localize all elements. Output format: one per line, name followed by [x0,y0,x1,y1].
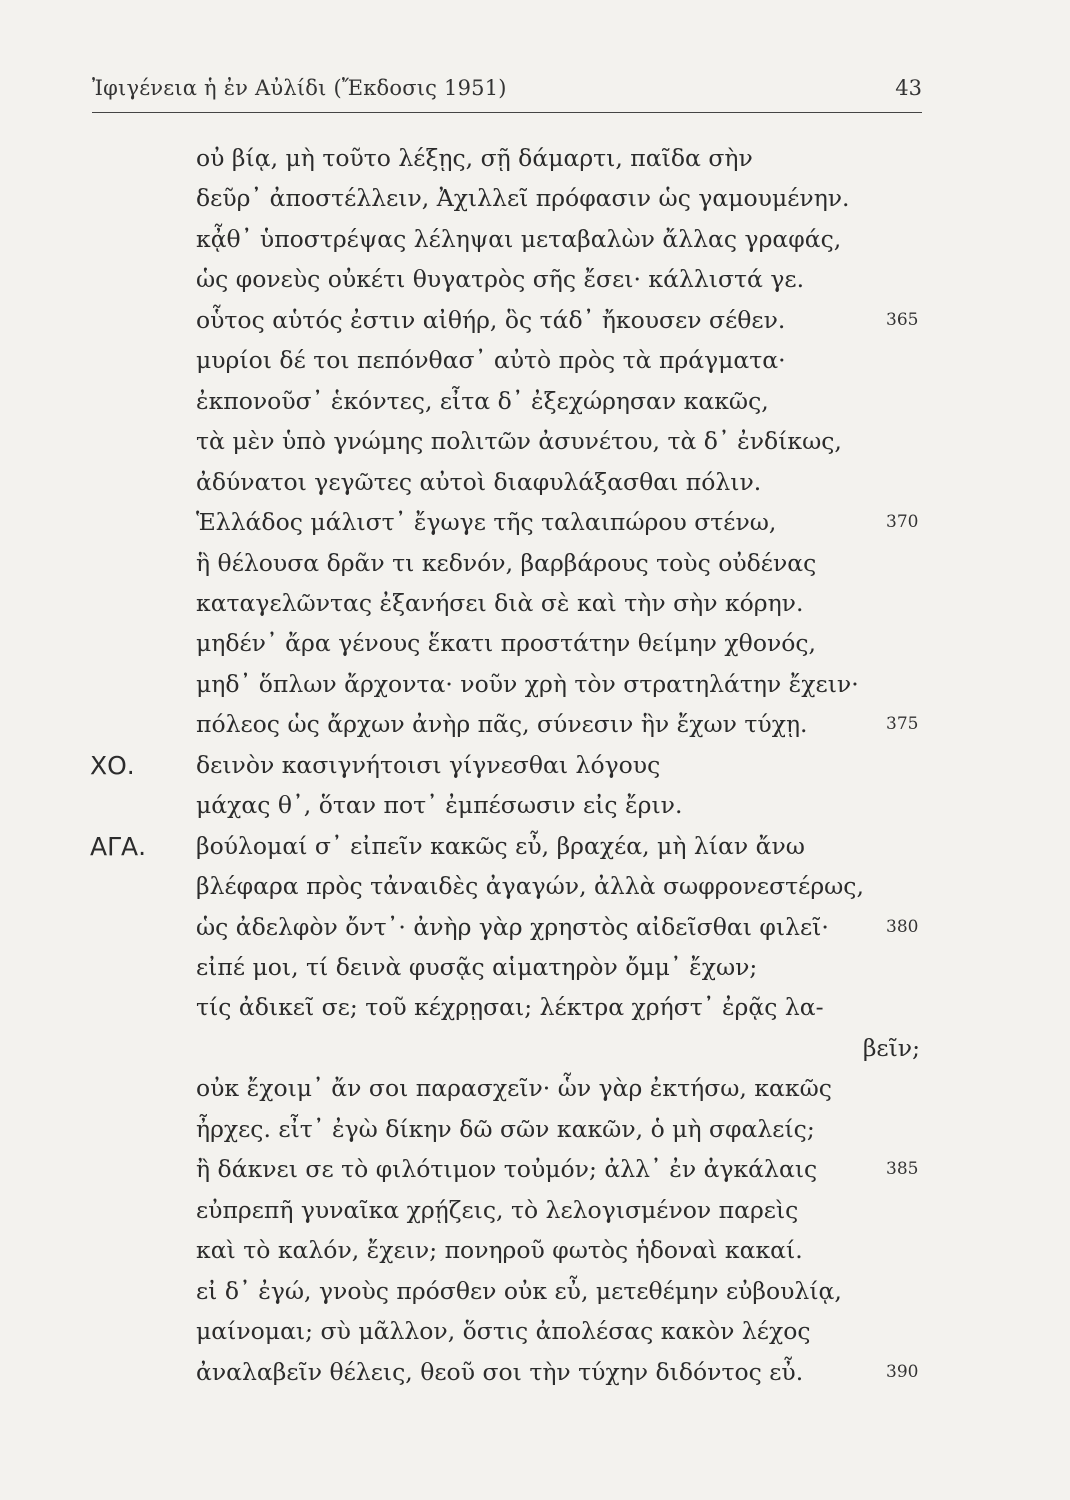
verse-text-line: ἀδύνατοι γεγῶτες αὐτοὶ διαφυλάξασθαι πόλιν. [196,467,762,496]
verse-line [0,791,1070,831]
verse-text-line: ὡς ἀδελφὸν ὄντ᾽· ἀνὴρ γὰρ χρηστὸς αἰδεῖσθαι φιλεῖ· [196,912,829,941]
verse-text-line: εἰπέ μοι, τί δεινὰ φυσᾷς αἱματηρὸν ὄμμ᾽ ἔχων; [196,953,758,981]
verse-line [0,1277,1070,1317]
verse-text-line: μαίνομαι; σὺ μᾶλλον, ὅστις ἀπολέσας κακὸν λέχος [196,1317,811,1346]
verse-text-line: εἰ δ᾽ ἐγώ, γνοὺς πρόσθεν οὐκ εὖ, μετεθέμην εὐβουλίᾳ, [196,1276,842,1305]
verse-line [0,913,1070,953]
verse-text-line: ὡς φονεὺς οὐκέτι θυγατρὸς σῆς ἔσει· κάλλιστά γε. [196,265,805,294]
verse-line [0,1358,1070,1398]
verse-line [0,751,1070,791]
verse-line [0,832,1070,872]
line-number: 390 [886,1361,919,1382]
line-number: 380 [886,916,919,937]
verse-line [0,1074,1070,1114]
verse-line [0,872,1070,912]
speaker-label: ΑΓΑ. [90,831,147,861]
running-header [92,76,922,113]
verse-line [0,387,1070,427]
line-number: 365 [886,309,919,330]
verse-text-line: βεῖν; [862,1033,920,1062]
verse-text-line: βούλομαί σ᾽ εἰπεῖν κακῶς εὖ, βραχέα, μὴ λίαν ἄνω [196,831,805,860]
verse-text-line: ἐκπονοῦσ᾽ ἑκόντες, εἶτα δ᾽ ἐξεχώρησαν κακῶς, [196,386,769,415]
verse-line [0,225,1070,265]
verse-line [0,549,1070,589]
line-number: 370 [886,512,919,533]
verse-text-line: τίς ἀδικεῖ σε; τοῦ κέχρῃσαι; λέκτρα χρήστ᾽ ἐρᾷς λα- [196,993,824,1022]
verse-text-line: ἢ δάκνει σε τὸ φιλότιμον τοὐμόν; ἀλλ᾽ ἐν ἀγκάλαις [196,1155,818,1184]
verse-text-line: καταγελῶντας ἐξανήσει διὰ σὲ καὶ τὴν σὴν κόρην. [196,588,804,617]
verse-text-line: ἦρχες. εἶτ᾽ ἐγὼ δίκην δῶ σῶν κακῶν, ὁ μὴ σφαλείς; [196,1114,815,1143]
verse-line [0,346,1070,386]
verse-line [0,1236,1070,1276]
verse-line [0,508,1070,548]
verse-text-line: καὶ τὸ καλόν, ἔχειν; πονηροῦ φωτὸς ἡδοναὶ κακαί. [196,1236,803,1265]
verse-line [0,144,1070,184]
verse-text-line: τὰ μὲν ὑπὸ γνώμης πολιτῶν ἀσυνέτου, τὰ δ᾽ ἐνδίκως, [196,427,842,456]
verse-text-line: οὐκ ἔχοιμ᾽ ἄν σοι παρασχεῖν· ὧν γὰρ ἐκτήσω, κακῶς [196,1074,832,1103]
line-number: 375 [886,714,919,735]
verse-line [0,589,1070,629]
verse-text-line: βλέφαρα πρὸς τἀναιδὲς ἀγαγών, ἀλλὰ σωφρονεστέρως, [196,872,864,901]
verse-text-line: δεῦρ᾽ ἀποστέλλειν, Ἀχιλλεῖ πρόφασιν ὡς γαμουμένην. [196,184,850,213]
speaker-label: ΧΟ. [90,750,135,780]
verse-line [0,1115,1070,1155]
verse-line [0,468,1070,508]
verse-line [0,629,1070,669]
verse-line [0,1196,1070,1236]
verse-line [0,184,1070,224]
verse-line [0,427,1070,467]
line-number: 385 [886,1159,919,1180]
verse-text-line: ἀναλαβεῖν θέλεις, θεοῦ σοι τὴν τύχην διδόντος εὖ. [196,1357,804,1386]
verse-text-line: ἣ θέλουσα δρᾶν τι κεδνόν, βαρβάρους τοὺς οὐδένας [196,548,817,577]
verse-text-line: μηδ᾽ ὅπλων ἄρχοντα· νοῦν χρὴ τὸν στρατηλάτην ἔχειν· [196,669,859,698]
page-number: 43 [895,76,922,100]
verse-text-line: πόλεος ὡς ἄρχων ἀνὴρ πᾶς, σύνεσιν ἣν ἔχων τύχῃ. [196,710,808,739]
verse-text-line: δεινὸν κασιγνήτοισι γίγνεσθαι λόγους [196,750,661,779]
verse-text-line: οὐ βίᾳ, μὴ τοῦτο λέξῃς, σῇ δάμαρτι, παῖδα σὴν [196,144,753,172]
verse-text-line: Ἑλλάδος μάλιστ᾽ ἔγωγε τῆς ταλαιπώρου στένω, [196,508,777,537]
verse-line [0,710,1070,750]
verse-line [0,993,1070,1033]
verse-text-line: κᾆθ᾽ ὑποστρέψας λέληψαι μεταβαλὼν ἄλλας γραφάς, [196,224,842,253]
verse-line [0,1034,1070,1074]
verse-line [0,953,1070,993]
verse-line [0,306,1070,346]
verse-line [0,1155,1070,1195]
verse-text-line: μηδέν᾽ ἄρα γένους ἕκατι προστάτην θείμην χθονός, [196,629,817,658]
verse-text-line: μάχας θ᾽, ὅταν ποτ᾽ ἐμπέσωσιν εἰς ἔριν. [196,791,683,820]
running-title: Ἰφιγένεια ἡ ἐν Αὐλίδι (Ἔκδοσις 1951) [92,76,507,100]
verse-line [0,1317,1070,1357]
verse-text-line: εὐπρεπῆ γυναῖκα χρῄζεις, τὸ λελογισμένον παρεὶς [196,1195,799,1224]
verse-line [0,265,1070,305]
verse-line [0,670,1070,710]
verse-text-line: οὗτος αὑτός ἐστιν αἰθήρ, ὃς τάδ᾽ ἤκουσεν σέθεν. [196,305,786,334]
verse-text-line: μυρίοι δέ τοι πεπόνθασ᾽ αὐτὸ πρὸς τὰ πράγματα· [196,346,786,375]
